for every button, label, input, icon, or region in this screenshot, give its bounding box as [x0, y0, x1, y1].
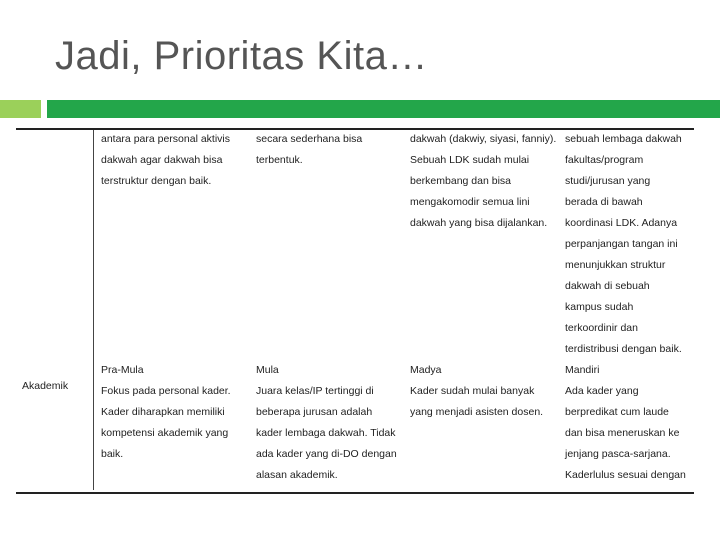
text-line: alasan akademik. [256, 469, 338, 481]
top-row-col4 [565, 129, 682, 360]
text-line: antara para personal aktivis [101, 133, 230, 145]
text-line: berkembang dan bisa [410, 175, 511, 187]
accent-bar-light [0, 100, 41, 118]
text-line: baik. [101, 448, 124, 460]
text-line: dan bisa meneruskan ke [565, 427, 680, 439]
text-line: Juara kelas/IP tertinggi di [256, 385, 374, 397]
text-line: menunjukkan struktur [565, 259, 666, 271]
text-line: ada kader yang di-DO dengan [256, 448, 397, 460]
text-line: Sebuah LDK sudah mulai [410, 154, 530, 166]
text-line: kompetensi akademik yang [101, 427, 229, 439]
text-line: kampus sudah [565, 301, 634, 313]
akademik-col4 [565, 360, 686, 486]
level-heading: Madya [410, 364, 442, 376]
akademik-col3 [410, 360, 543, 423]
text-line: dakwah yang bisa dijalankan. [410, 217, 548, 229]
top-row-col3 [410, 129, 556, 234]
text-line: fakultas/program [565, 154, 644, 166]
text-line: dakwah di sebuah [565, 280, 650, 292]
text-line: sebuah lembaga dakwah [565, 133, 682, 145]
text-line: koordinasi LDK. Adanya [565, 217, 678, 229]
accent-bar-dark [47, 100, 720, 118]
table-column-divider [93, 130, 94, 490]
text-line: terkoordinir dan [565, 322, 638, 334]
top-row-col2 [256, 129, 362, 171]
text-line: yang menjadi asisten dosen. [410, 406, 544, 418]
text-line: secara sederhana bisa [256, 133, 363, 145]
row-label-akademik: Akademik [22, 380, 69, 392]
text-line: Kader sudah mulai banyak [410, 385, 535, 397]
text-line: berpredikat cum laude [565, 406, 669, 418]
text-line: Kaderlulus sesuai dengan [565, 469, 686, 481]
text-line: jenjang pasca-sarjana. [565, 448, 671, 460]
text-line: terstruktur dengan baik. [101, 175, 212, 187]
text-line: dakwah agar dakwah bisa [101, 154, 223, 166]
level-heading: Mandiri [565, 364, 600, 376]
text-line: perpanjangan tangan ini [565, 238, 678, 250]
text-line: terbentuk. [256, 154, 303, 166]
text-line: mengakomodir semua lini [410, 196, 530, 208]
text-line: dakwah (dakwiy, siyasi, fanniy). [410, 133, 557, 145]
slide-title: Jadi, Prioritas Kita… [55, 34, 428, 78]
text-line: terdistribusi dengan baik. [565, 343, 682, 355]
akademik-col1 [101, 360, 231, 465]
text-line: berada di bawah [565, 196, 643, 208]
level-heading: Mula [256, 364, 279, 376]
text-line: Fokus pada personal kader. [101, 385, 231, 397]
top-row-col1 [101, 129, 230, 192]
level-heading: Pra-Mula [101, 364, 144, 376]
text-line: kader lembaga dakwah. Tidak [256, 427, 396, 439]
text-line: studi/jurusan yang [565, 175, 651, 187]
text-line: Kader diharapkan memiliki [101, 406, 225, 418]
text-line: Ada kader yang [565, 385, 639, 397]
text-line: beberapa jurusan adalah [256, 406, 373, 418]
akademik-col2 [256, 360, 397, 486]
